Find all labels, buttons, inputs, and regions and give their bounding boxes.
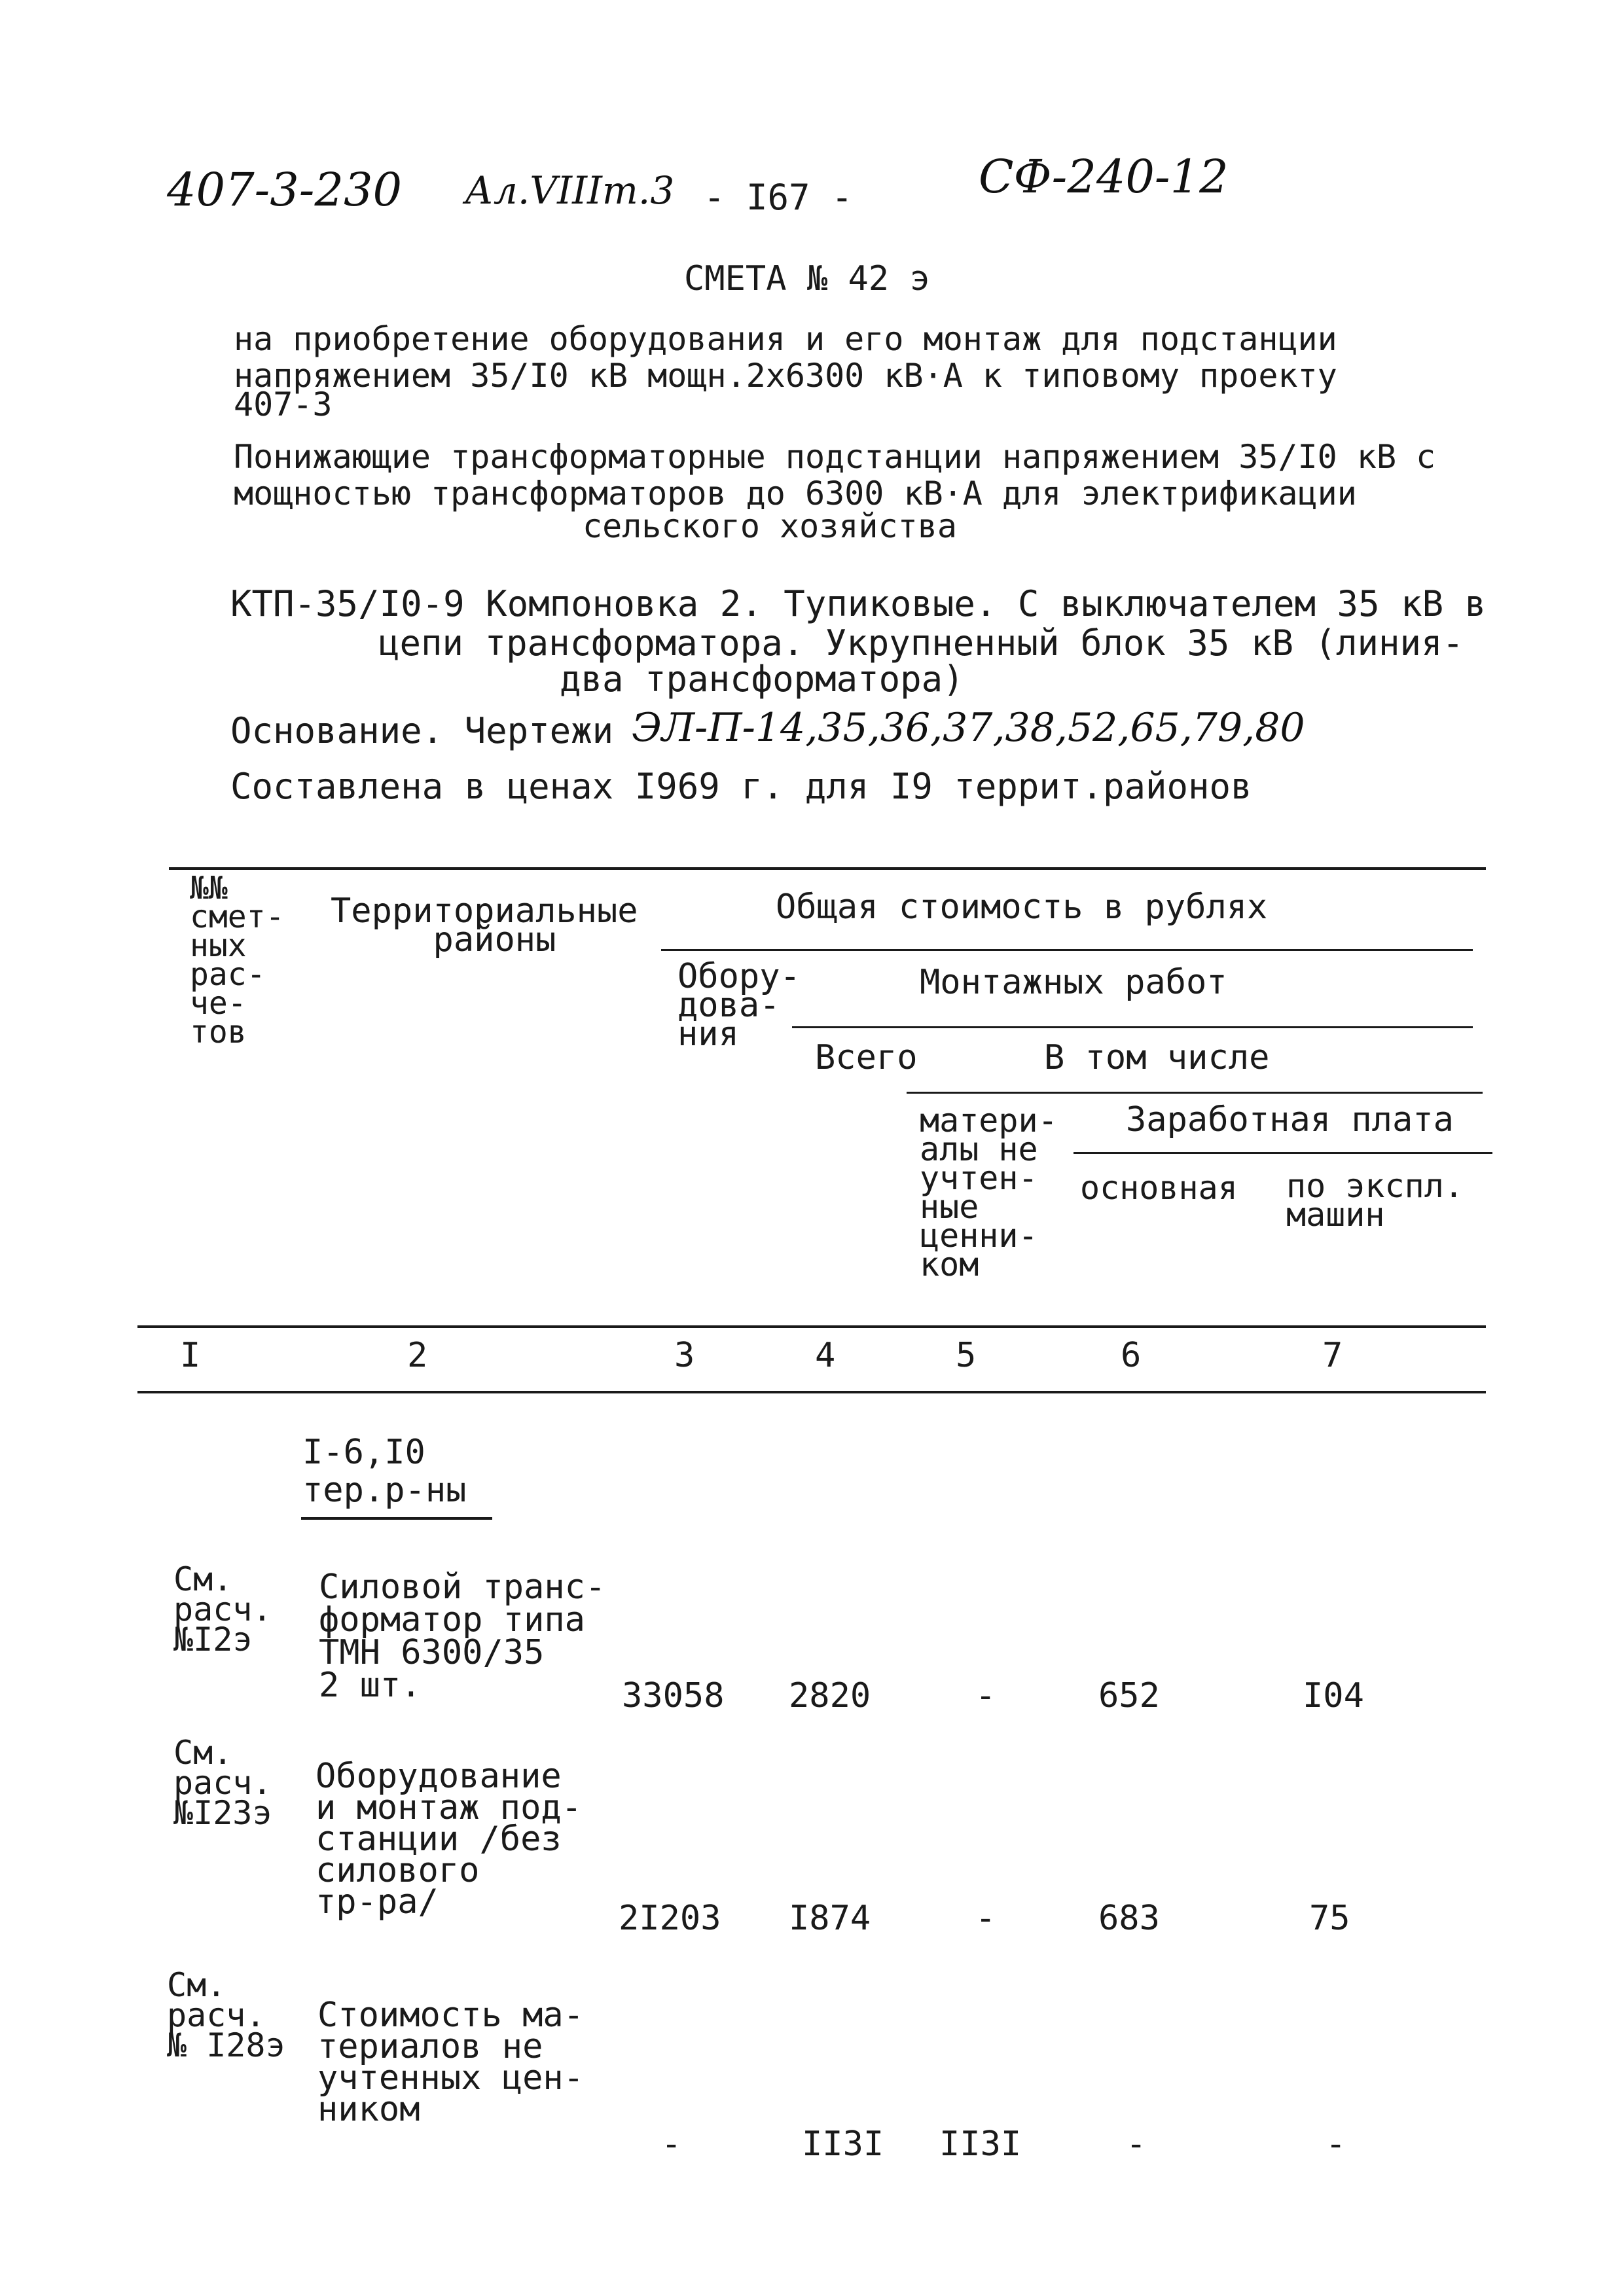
table-row-2-ref: См. расч. №I23э [173, 1734, 272, 1832]
table-row-2-basic-wage: 683 [1098, 1899, 1160, 1938]
rule-total-cost [661, 949, 1473, 951]
estimate-title-line3: 407-3 [234, 386, 333, 423]
col-number-3: 3 [674, 1336, 695, 1375]
col-header-estimate-numbers: №№ смет- ных рас- че- тов [190, 870, 285, 1050]
col-header-machine-wage: по экспл. машин [1286, 1167, 1464, 1234]
section-districts-label: I-6,I0 тер.р-ны [302, 1433, 467, 1510]
table-row-3-machine-wage: - [1326, 2125, 1346, 2164]
table-header-bottom-rule [137, 1325, 1486, 1328]
col-number-5: 5 [956, 1336, 977, 1375]
table-top-rule [169, 867, 1486, 870]
col-header-basic-wage: основная [1080, 1169, 1238, 1207]
col-header-materials: матери- алы не учтен- ные ценни- ком [920, 1102, 1058, 1283]
basis-drawings: ЭЛ-П-14,35,36,37,38,52,65,79,80 [632, 705, 1305, 751]
table-row-1-machine-wage: I04 [1303, 1676, 1364, 1715]
table-row-3-materials: II3I [939, 2125, 1022, 2164]
col-number-7: 7 [1322, 1336, 1343, 1375]
table-row-2-total: I874 [789, 1899, 871, 1938]
page-number: - I67 - [704, 177, 853, 218]
table-row-1-basic-wage: 652 [1098, 1676, 1160, 1715]
table-row-1-ref: См. расч. №I2э [173, 1560, 272, 1659]
col-number-2: 2 [407, 1336, 428, 1375]
table-row-3-basic-wage: - [1126, 2125, 1147, 2164]
col-header-total-cost: Общая стоимость в рублях [776, 888, 1268, 927]
rule-wages [1074, 1152, 1492, 1154]
col-header-territorial-districts: Территориальные районы [331, 891, 638, 960]
ktp-line3: два трансформатора) [560, 658, 964, 700]
rule-including [907, 1092, 1483, 1094]
table-row-3-ref: См. расч. № I28э [167, 1966, 285, 2064]
ktp-line1: КТП-35/I0-9 Компоновка 2. Тупиковые. С выключателем 35 кВ в [230, 583, 1487, 624]
table-row-2-equipment: 2I203 [619, 1899, 721, 1938]
section-underline [301, 1517, 492, 1520]
sheet-code: СФ-240-12 [979, 150, 1229, 204]
estimate-heading: СМЕТА № 42 э [684, 259, 930, 298]
ktp-line2: цепи трансформатора. Укрупненный блок 35 кВ (линия- [378, 622, 1464, 664]
estimate-title-line1: на приобретение оборудования и его монтаж для подстанции [234, 320, 1337, 358]
table-row-3-equipment: - [661, 2125, 682, 2164]
estimate-title-line2: напряжением 35/I0 кВ мощн.2х6300 кВ·А к типовому проекту [234, 357, 1337, 395]
col-header-wages: Заработная плата [1126, 1100, 1454, 1139]
column-numbers-rule [137, 1391, 1486, 1393]
table-row-2-name: Оборудование и монтаж под- станции /без силового тр-ра/ [316, 1757, 582, 1922]
album-number: Ал.VIIIт.3 [465, 168, 675, 213]
doc-code: 407-3-230 [167, 163, 403, 217]
subtitle-line3: сельского хозяйства [583, 507, 957, 545]
subtitle-line1: Понижающие трансформаторные подстанции напряжением 35/I0 кВ с [234, 438, 1436, 476]
col-number-1: I [180, 1336, 201, 1375]
table-row-1-total: 2820 [789, 1676, 871, 1715]
table-row-1-materials: - [975, 1676, 996, 1715]
rule-installation [792, 1026, 1473, 1028]
col-header-total: Всего [815, 1038, 918, 1077]
basis-label: Основание. Чертежи [230, 710, 614, 751]
table-row-1-equipment: 33058 [622, 1676, 725, 1715]
table-row-2-materials: - [975, 1899, 996, 1938]
prices-note: Составлена в ценах I969 г. для I9 террит.районов [230, 766, 1252, 807]
table-row-3-name: Стоимость ма- териалов не учтенных цен- ником [317, 1996, 584, 2129]
col-header-equipment: Обору- дова- ния [677, 957, 801, 1054]
table-row-2-machine-wage: 75 [1309, 1899, 1350, 1938]
subtitle-line2: мощностью трансформаторов до 6300 кВ·А для электрификации [234, 475, 1357, 512]
col-number-6: 6 [1121, 1336, 1142, 1375]
table-row-3-total: II3I [802, 2125, 884, 2164]
table-row-1-name: Силовой транс- форматор типа ТМН 6300/35 2 шт. [319, 1568, 606, 1705]
col-header-including: В том числе [1044, 1038, 1270, 1077]
col-number-4: 4 [815, 1336, 836, 1375]
col-header-installation: Монтажных работ [920, 963, 1227, 1002]
